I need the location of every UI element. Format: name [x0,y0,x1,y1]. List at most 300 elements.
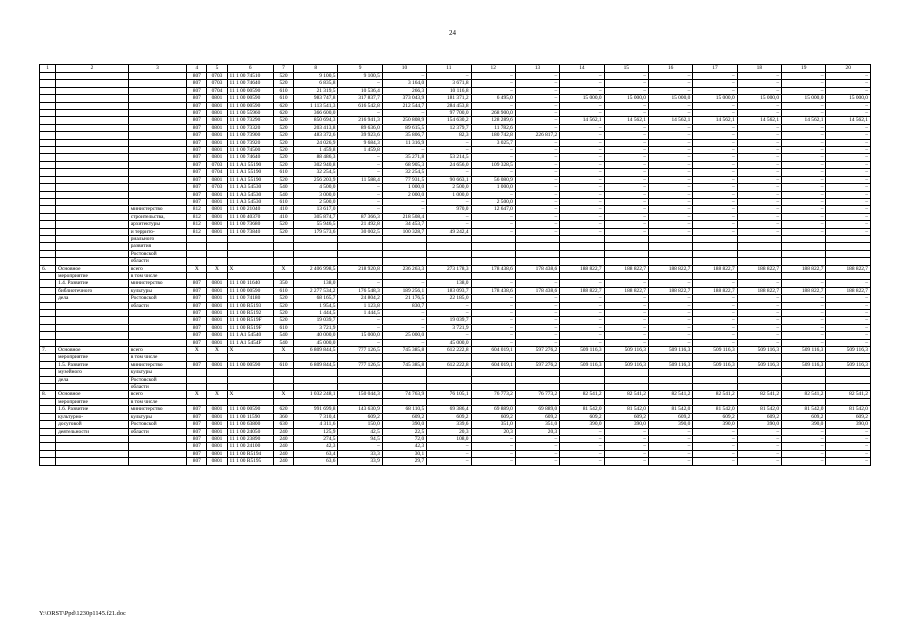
row-cell-col-19 [782,235,826,242]
row-cell-col-7: 520 [273,73,293,80]
column-number-14: 14 [560,65,604,73]
table-row [40,435,871,442]
row-cell-col-14: – [560,228,604,235]
table-row [40,191,871,198]
row-cell-col-11: 10 116,8 [427,87,471,94]
row-cell-col-6: 11 1 00 00590 [227,102,273,109]
row-cell-col-7: 520 [273,221,293,228]
row-item-number [40,206,56,213]
row-activity-name [56,258,129,265]
row-executor [128,124,186,131]
row-activity-name: 1.5. Развитие [56,361,129,368]
row-cell-col-18: – [737,317,781,324]
row-cell-col-13: – [515,154,559,161]
row-activity-name: деятельности [56,428,129,435]
row-cell-col-9: – [338,317,382,324]
row-cell-col-5: X [207,391,227,398]
row-cell-col-16: – [648,161,692,168]
row-executor [128,339,186,346]
row-cell-col-12: 69 889,0 [471,406,515,413]
row-cell-col-16 [648,243,692,250]
row-cell-col-15: – [604,332,648,339]
row-cell-col-13 [515,376,559,383]
row-cell-col-4: 812 [187,206,207,213]
row-cell-col-19: – [782,339,826,346]
row-cell-col-15: 15 000,0 [604,95,648,102]
row-cell-col-15: – [604,302,648,309]
table-row [40,339,871,346]
row-cell-col-17 [693,398,737,405]
row-cell-col-20: – [826,450,871,457]
row-cell-col-13 [515,369,559,376]
row-cell-col-18: – [737,428,781,435]
row-cell-col-13: – [515,206,559,213]
row-cell-col-14: – [560,139,604,146]
column-number-9: 9 [338,65,382,73]
row-cell-col-14: 15 000,0 [560,95,604,102]
row-item-number [40,228,56,235]
row-cell-col-16: – [648,317,692,324]
row-cell-col-20: – [826,302,871,309]
row-cell-col-18 [737,354,781,361]
row-cell-col-5: 0801 [207,428,227,435]
row-executor: всего [128,347,186,354]
row-cell-col-5: 0801 [207,124,227,131]
row-cell-col-20 [826,250,871,257]
row-cell-col-4: 807 [187,361,207,368]
row-cell-col-13: 351,0 [515,421,559,428]
row-cell-col-15: – [604,339,648,346]
row-cell-col-16: – [648,228,692,235]
row-cell-col-9: 9 684,3 [338,139,382,146]
row-item-number [40,124,56,131]
row-cell-col-10 [382,376,426,383]
row-cell-col-12: – [471,302,515,309]
row-cell-col-4: 807 [187,132,207,139]
row-activity-name [56,339,129,346]
row-item-number [40,354,56,361]
row-cell-col-17 [693,258,737,265]
row-executor: строительства, [128,213,186,220]
row-cell-col-19: – [782,280,826,287]
row-cell-col-20: – [826,169,871,176]
table-row [40,272,871,279]
row-cell-col-9: 24 804,2 [338,295,382,302]
row-cell-col-18 [737,272,781,279]
row-cell-col-17: – [693,324,737,331]
row-cell-col-11: 97 700,0 [427,110,471,117]
row-cell-col-5: 0801 [207,287,227,294]
row-cell-col-12: 1 000,0 [471,184,515,191]
row-cell-col-17: – [693,184,737,191]
row-executor: Ростовской [128,376,186,383]
row-cell-col-14: – [560,213,604,220]
row-cell-col-15: – [604,443,648,450]
row-cell-col-7 [273,258,293,265]
row-cell-col-19: 509 116,3 [782,347,826,354]
row-cell-col-13: – [515,117,559,124]
row-item-number [40,117,56,124]
table-row [40,295,871,302]
row-cell-col-8 [294,384,338,391]
row-cell-col-4: 807 [187,406,207,413]
row-cell-col-8: 366 600,0 [294,110,338,117]
row-cell-col-8: 483 372,6 [294,132,338,139]
row-cell-col-11 [427,398,471,405]
row-activity-name [56,435,129,442]
row-cell-col-19: – [782,198,826,205]
row-cell-col-4: 807 [187,176,207,183]
row-cell-col-17: – [693,147,737,154]
row-cell-col-10: 30,1 [382,450,426,457]
row-cell-col-10: 3 164,0 [382,80,426,87]
row-cell-col-12: 178 438,6 [471,287,515,294]
row-cell-col-19: – [782,450,826,457]
row-cell-col-6 [227,398,273,405]
row-activity-name [56,235,129,242]
row-cell-col-11: 12 379,7 [427,124,471,131]
row-item-number [40,443,56,450]
row-cell-col-6: X [227,347,273,354]
row-activity-name: музейного [56,369,129,376]
row-cell-col-15: – [604,435,648,442]
row-cell-col-19: 82 541,2 [782,391,826,398]
row-cell-col-7: 620 [273,102,293,109]
row-cell-col-12: 56 080,9 [471,176,515,183]
column-number-18: 18 [737,65,781,73]
row-cell-col-20 [826,272,871,279]
row-cell-col-6: 11 1 00 40370 [227,213,273,220]
row-cell-col-13: – [515,443,559,450]
row-cell-col-5 [207,376,227,383]
row-cell-col-7 [273,272,293,279]
row-cell-col-18: – [737,302,781,309]
row-cell-col-14: – [560,154,604,161]
table-row [40,154,871,161]
row-cell-col-11 [427,384,471,391]
row-cell-col-11: 19 039,7 [427,317,471,324]
row-cell-col-7: X [273,391,293,398]
row-activity-name: мероприятие [56,354,129,361]
row-item-number [40,339,56,346]
row-cell-col-8: 138,0 [294,280,338,287]
row-cell-col-4: 807 [187,80,207,87]
row-cell-col-6: 11 1 A1 55190 [227,169,273,176]
row-cell-col-18: – [737,228,781,235]
row-cell-col-9: 1 459,8 [338,147,382,154]
row-cell-col-4: 807 [187,317,207,324]
row-cell-col-20: – [826,310,871,317]
row-activity-name [56,110,129,117]
table-row [40,391,871,398]
row-cell-col-13: – [515,102,559,109]
row-cell-col-20 [826,384,871,391]
row-cell-col-8: 305 874,7 [294,213,338,220]
row-cell-col-7 [273,250,293,257]
row-cell-col-13: 69 889,0 [515,406,559,413]
row-executor: Ростовской [128,421,186,428]
table-row [40,132,871,139]
row-cell-col-17: 82 541,2 [693,391,737,398]
row-cell-col-13: 20,3 [515,428,559,435]
row-cell-col-8: 1 113 541,3 [294,102,338,109]
row-cell-col-15: – [604,176,648,183]
row-cell-col-16: 509 116,3 [648,347,692,354]
row-cell-col-13: – [515,95,559,102]
row-cell-col-11 [427,250,471,257]
row-cell-col-10: 830,7 [382,302,426,309]
row-cell-col-9: 87 366,3 [338,213,382,220]
row-activity-name [56,169,129,176]
row-cell-col-8 [294,250,338,257]
row-item-number [40,169,56,176]
row-cell-col-20: – [826,458,871,465]
row-cell-col-10 [382,398,426,405]
row-item-number [40,450,56,457]
table-row [40,139,871,146]
row-item-number [40,324,56,331]
row-cell-col-11: 69 386,4 [427,406,471,413]
row-cell-col-5 [207,398,227,405]
row-cell-col-13: – [515,310,559,317]
row-executor [128,169,186,176]
row-cell-col-15: – [604,191,648,198]
row-executor: министерство [128,361,186,368]
row-cell-col-4: X [187,265,207,272]
row-cell-col-16: 14 562,1 [648,117,692,124]
row-cell-col-6 [227,376,273,383]
row-cell-col-9: 1 123,8 [338,302,382,309]
row-cell-col-9: 143 630,9 [338,406,382,413]
row-executor [128,317,186,324]
row-cell-col-9: 30 002,5 [338,228,382,235]
row-cell-col-10: 74 763,9 [382,391,426,398]
row-cell-col-17: – [693,228,737,235]
row-cell-col-11: 20,3 [427,428,471,435]
row-cell-col-5: 0801 [207,95,227,102]
row-executor [128,332,186,339]
row-cell-col-6 [227,369,273,376]
row-item-number [40,406,56,413]
row-activity-name [56,117,129,124]
row-cell-col-4: 807 [187,198,207,205]
table-row [40,184,871,191]
row-cell-col-13: – [515,228,559,235]
row-cell-col-5: 0801 [207,332,227,339]
row-cell-col-14: – [560,295,604,302]
row-cell-col-4: 807 [187,287,207,294]
row-executor: развития [128,243,186,250]
row-cell-col-5: 0801 [207,310,227,317]
row-item-number [40,132,56,139]
row-cell-col-6: 11 1 00 23890 [227,435,273,442]
row-cell-col-13: 226 817,2 [515,132,559,139]
row-executor [128,147,186,154]
row-item-number [40,369,56,376]
row-cell-col-15 [604,376,648,383]
row-cell-col-14: – [560,317,604,324]
row-cell-col-19: – [782,73,826,80]
row-cell-col-17: 188 822,7 [693,265,737,272]
row-cell-col-6 [227,272,273,279]
row-cell-col-6: 11 1 00 73680 [227,221,273,228]
row-cell-col-4: 807 [187,147,207,154]
row-cell-col-5: 0801 [207,132,227,139]
row-cell-col-20: 390,0 [826,421,871,428]
budget-table-container [39,64,871,466]
row-cell-col-10: 25 000,0 [382,332,426,339]
row-item-number [40,235,56,242]
row-cell-col-19: 390,0 [782,421,826,428]
row-cell-col-11: – [427,450,471,457]
row-cell-col-5 [207,384,227,391]
row-cell-col-20: – [826,228,871,235]
row-cell-col-17: – [693,428,737,435]
row-cell-col-8 [294,354,338,361]
row-executor [128,73,186,80]
row-cell-col-13: – [515,317,559,324]
row-cell-col-19: 509 116,3 [782,361,826,368]
row-cell-col-19 [782,376,826,383]
row-cell-col-7: 520 [273,310,293,317]
row-cell-col-14: 390,0 [560,421,604,428]
row-cell-col-16: – [648,221,692,228]
row-executor: в том числе [128,272,186,279]
row-cell-col-4: 807 [187,435,207,442]
row-cell-col-12: 76 773,2 [471,391,515,398]
row-cell-col-13 [515,384,559,391]
row-cell-col-17: – [693,169,737,176]
row-cell-col-10: 189 256,1 [382,287,426,294]
row-executor [128,87,186,94]
row-item-number [40,310,56,317]
row-cell-col-6: 11 1 A1 5454F [227,339,273,346]
row-cell-col-7: 520 [273,176,293,183]
row-cell-col-6: 11 1 00 21040 [227,206,273,213]
row-cell-col-20 [826,235,871,242]
row-cell-col-18: – [737,435,781,442]
row-cell-col-11: 24 656,0 [427,161,471,168]
row-cell-col-5: 0801 [207,406,227,413]
row-cell-col-10 [382,250,426,257]
row-cell-col-17 [693,250,737,257]
row-cell-col-8: 32 254,5 [294,169,338,176]
row-cell-col-12: – [471,443,515,450]
row-activity-name [56,80,129,87]
row-cell-col-14: 188 822,7 [560,265,604,272]
row-activity-name [56,206,129,213]
row-cell-col-5 [207,235,227,242]
row-cell-col-8: 6 809 844,5 [294,347,338,354]
row-cell-col-12: 604 019,1 [471,347,515,354]
row-cell-col-17: 509 116,3 [693,347,737,354]
table-row [40,287,871,294]
row-executor: области [128,258,186,265]
row-cell-col-17: – [693,302,737,309]
row-cell-col-15 [604,243,648,250]
row-cell-col-17: 509 116,3 [693,361,737,368]
table-row [40,198,871,205]
row-cell-col-20: – [826,443,871,450]
row-cell-col-10: 32 254,5 [382,169,426,176]
row-cell-col-7 [273,398,293,405]
row-cell-col-12: 11 782,6 [471,124,515,131]
row-cell-col-9: 176 548,3 [338,287,382,294]
row-cell-col-19: – [782,428,826,435]
row-cell-col-7: 620 [273,406,293,413]
row-cell-col-17: – [693,280,737,287]
table-row [40,369,871,376]
row-cell-col-11: 609,2 [427,413,471,420]
row-cell-col-14 [560,376,604,383]
row-executor [128,191,186,198]
row-cell-col-9 [338,258,382,265]
row-cell-col-6: X [227,265,273,272]
column-number-11: 11 [427,65,471,73]
row-cell-col-10 [382,354,426,361]
row-cell-col-11: 3 671,8 [427,80,471,87]
row-cell-col-5: 0801 [207,435,227,442]
table-row [40,228,871,235]
row-cell-col-17: 188 822,7 [693,287,737,294]
row-cell-col-4: 807 [187,169,207,176]
row-activity-name [56,443,129,450]
table-row [40,80,871,87]
row-cell-col-10: 250 808,9 [382,117,426,124]
table-row [40,406,871,413]
row-cell-col-12 [471,369,515,376]
row-cell-col-4: 807 [187,280,207,287]
table-row [40,324,871,331]
row-cell-col-12 [471,384,515,391]
row-cell-col-10: 29,7 [382,458,426,465]
row-cell-col-13: – [515,280,559,287]
row-cell-col-11: 138,0 [427,280,471,287]
table-row [40,102,871,109]
row-cell-col-10: 42,3 [382,443,426,450]
row-cell-col-11 [427,369,471,376]
row-cell-col-4: 807 [187,443,207,450]
row-cell-col-16: – [648,80,692,87]
row-cell-col-14: – [560,206,604,213]
row-cell-col-10: – [382,339,426,346]
row-cell-col-4: 807 [187,421,207,428]
row-cell-col-17: – [693,176,737,183]
row-cell-col-14: – [560,280,604,287]
row-cell-col-7: 610 [273,361,293,368]
row-cell-col-11: – [427,221,471,228]
row-cell-col-18: – [737,324,781,331]
row-item-number [40,280,56,287]
row-cell-col-5: 0801 [207,280,227,287]
row-cell-col-13: – [515,184,559,191]
row-cell-col-16: – [648,132,692,139]
row-cell-col-18: – [737,154,781,161]
row-cell-col-16: 188 822,7 [648,265,692,272]
row-cell-col-4: 807 [187,73,207,80]
row-cell-col-7: 520 [273,139,293,146]
row-cell-col-12 [471,376,515,383]
row-cell-col-16 [648,250,692,257]
row-cell-col-11 [427,243,471,250]
row-cell-col-13: – [515,139,559,146]
row-cell-col-5: X [207,347,227,354]
row-cell-col-12: 178 438,6 [471,265,515,272]
row-cell-col-8: 983 747,8 [294,95,338,102]
row-cell-col-19: – [782,161,826,168]
row-cell-col-7: 540 [273,184,293,191]
row-cell-col-15: – [604,295,648,302]
